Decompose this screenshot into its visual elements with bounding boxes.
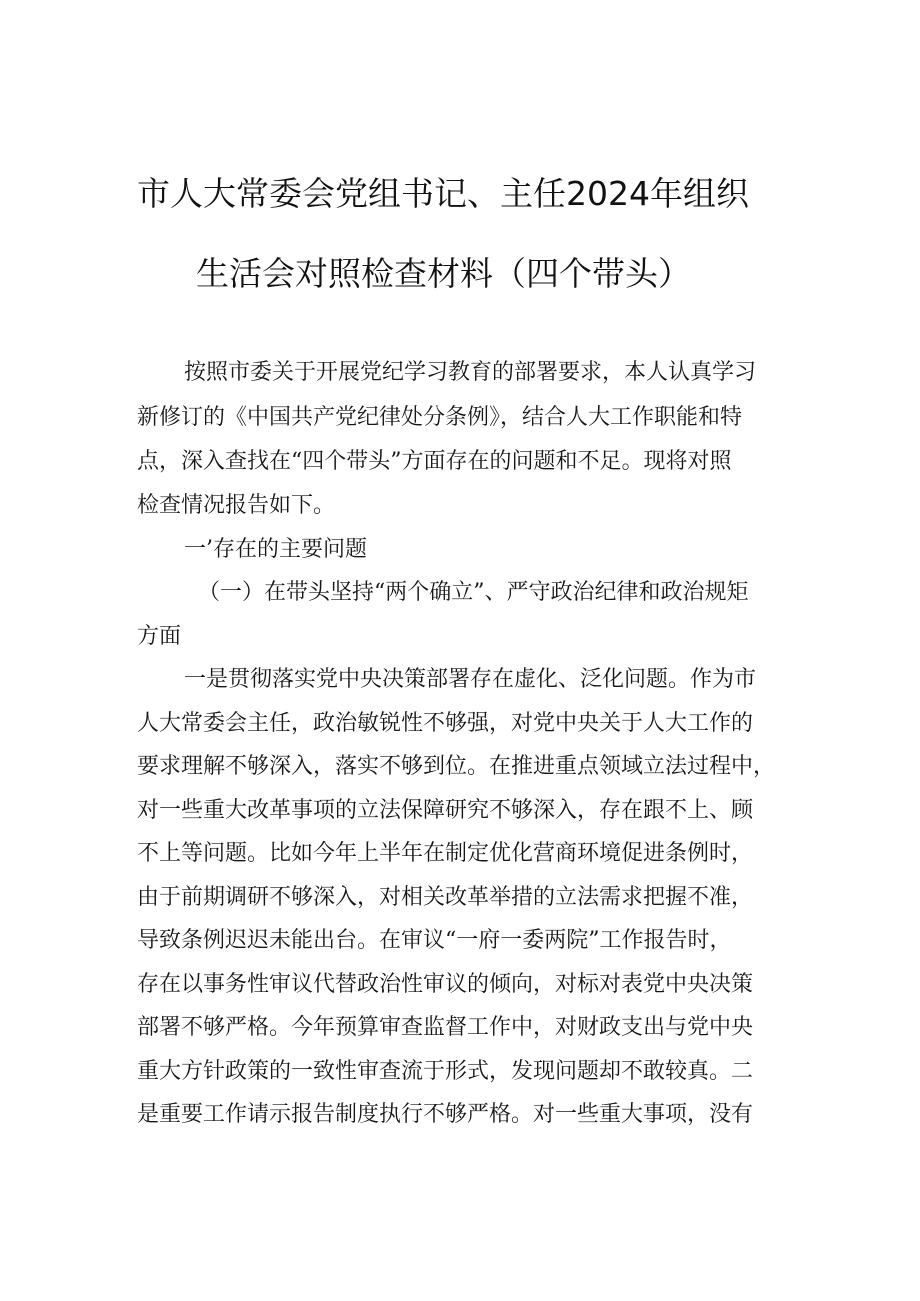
body-line-8: 存在以事务性审议代替政治性审议的倾向，对标对表党中央决策 [137,972,754,997]
body-line-4: 对一些重大改革事项的立法保障研究不够深入，存在跟不上、顾 [137,798,754,823]
intro-line-4: 检查情况报告如下。 [137,493,336,518]
subsection-heading-line-2: 方面 [137,624,182,649]
intro-line-3: 点，深入查找在“四个带头”方面存在的问题和不足。现将对照 [137,449,732,474]
body-line-2: 人大常委会主任，政治敏锐性不够强，对党中央关于人大工作的 [137,711,754,736]
body-line-6: 由于前期调研不够深入，对相关改革举措的立法需求把握不准， [137,885,754,910]
intro-line-2: 新修订的《中国共产党纪律处分条例》，结合人大工作职能和特 [137,405,743,430]
body-line-3: 要求理解不够深入，落实不够到位。在推进重点领域立法过程中， [137,754,776,779]
subsection-heading-line-1: （一）在带头坚持“两个确立”、严守政治纪律和政治规矩 [198,580,749,605]
body-line-1: 一是贯彻落实党中央决策部署存在虚化、泛化问题。作为市 [184,667,757,692]
intro-line-1: 按照市委关于开展党纪学习教育的部署要求，本人认真学习 [184,360,757,385]
document-title-line-2: 生活会对照检查材料（四个带头） [196,254,691,293]
body-line-9: 部署不够严格。今年预算审查监督工作中，对财政支出与党中央 [137,1015,754,1040]
section-heading: 一’存在的主要问题 [184,537,367,562]
body-line-5: 不上等问题。比如今年上半年在制定优化营商环境促进条例时， [137,841,754,866]
document-title-line-1: 市人大常委会党组书记、主任2024年组织 [137,174,749,213]
body-line-10: 重大方针政策的一致性审查流于形式，发现问题却不敢较真。二 [137,1059,754,1084]
body-line-11: 是重要工作请示报告制度执行不够严格。对一些重大事项，没有 [137,1102,754,1127]
body-line-7: 导致条例迟迟未能出台。在审议“一府一委两院”工作报告时， [137,928,732,953]
